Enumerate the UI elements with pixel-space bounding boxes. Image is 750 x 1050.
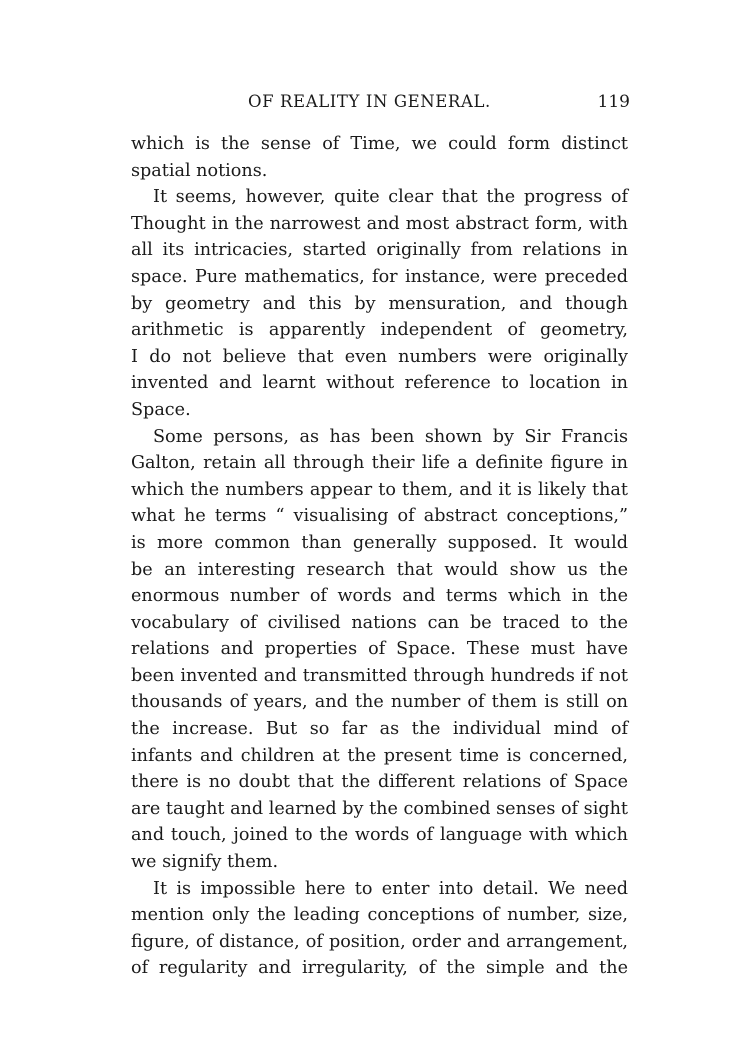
text-line: by geometry and this by mensuration, and though [131, 293, 628, 314]
text-line: which the numbers appear to them, and it is likely that [131, 479, 628, 500]
text-line: infants and children at the present time is concerned, [131, 745, 628, 766]
text-line: all its intricacies, started originally from relations in [131, 240, 628, 261]
text-line: and touch, joined to the words of language with which [131, 825, 628, 846]
text-line: been invented and transmitted through hundreds if not [131, 665, 628, 686]
text-line: figure, of distance, of position, order and arrangement, [131, 931, 628, 952]
text-line: thousands of years, and the number of them is still on [131, 692, 628, 713]
body-text [131, 131, 628, 982]
text-line: mention only the leading conceptions of number, size, [131, 905, 628, 926]
text-line: relations and properties of Space. These must have [131, 639, 628, 660]
text-line: what he terms “ visualising of abstract conceptions,” [131, 506, 628, 527]
text-line: which is the sense of Time, we could form distinct [131, 134, 628, 154]
text-line: Galton, retain all through their life a definite figure in [131, 453, 628, 474]
text-line: space. Pure mathematics, for instance, were preceded [131, 266, 628, 287]
text-line: of regularity and irregularity, of the simple and the [131, 958, 628, 979]
text-line: invented and learnt without reference to location in [131, 373, 628, 394]
page-number: 119 [597, 92, 630, 112]
running-title: OF REALITY IN GENERAL. [248, 92, 491, 111]
text-line: be an interesting research that would show us the [131, 559, 628, 580]
text-line: vocabulary of civilised nations can be traced to the [131, 612, 628, 633]
text-line: enormous number of words and terms which in the [131, 586, 628, 607]
paragraph-first-line: It seems, however, quite clear that the progress of [153, 187, 628, 208]
text-line: there is no doubt that the different relations of Space [131, 772, 628, 793]
text-line: arithmetic is apparently independent of geometry, [131, 320, 628, 341]
text-line: are taught and learned by the combined senses of sight [131, 798, 628, 819]
text-line: Thought in the narrowest and most abstract form, with [131, 213, 628, 234]
text-line: the increase. But so far as the individual mind of [131, 719, 628, 740]
running-head [130, 92, 630, 118]
paragraph-first-line: Some persons, as has been shown by Sir Francis [153, 426, 628, 447]
text-line: spatial notions. [131, 160, 268, 181]
paragraph-first-line: It is impossible here to enter into detail. We need [153, 878, 628, 899]
text-line: is more common than generally supposed. It would [131, 532, 628, 553]
text-line: we signify them. [131, 852, 279, 873]
text-line: Space. [131, 399, 191, 420]
text-line: I do not believe that even numbers were originally [131, 346, 628, 367]
